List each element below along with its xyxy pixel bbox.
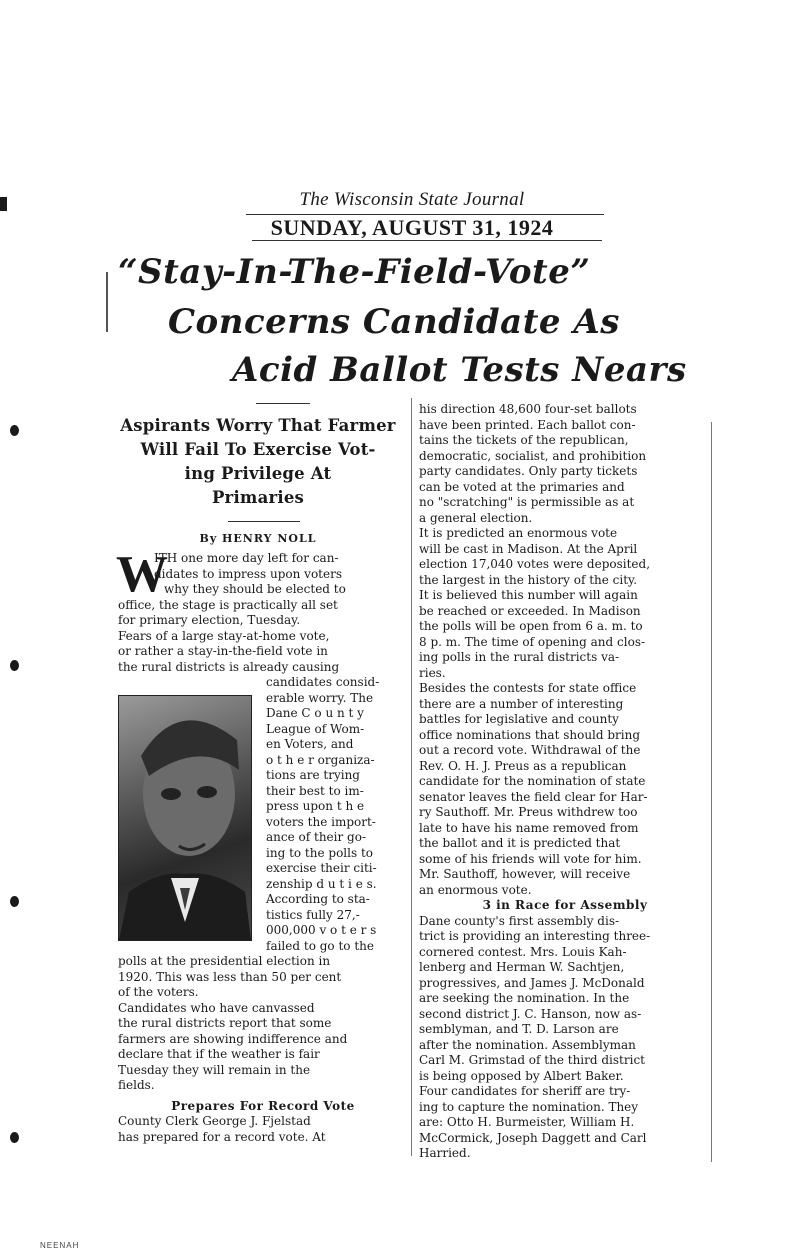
text-line: League of Wom-	[266, 721, 365, 736]
text-line: no "scratching" is permissible as at	[419, 495, 635, 509]
text-line: there are a number of interesting	[419, 696, 624, 711]
text-line: County Clerk George J. Fjelstad	[118, 1114, 311, 1128]
subhead-assembly-race: 3 in Race for Assembly	[482, 898, 648, 912]
text-line: o t h e r organiza-	[266, 752, 375, 767]
text-line: tistics fully 27,-	[266, 907, 360, 922]
text-line: semblyman, and T. D. Larson are	[419, 1022, 619, 1036]
text-line: trict is providing an interesting three-	[419, 929, 651, 943]
text-line: lenberg and Herman W. Sachtjen,	[419, 960, 625, 974]
byline-rule	[228, 521, 300, 522]
text-line: some of his friends will vote for him.	[419, 851, 642, 866]
text-line: en Voters, and	[266, 737, 354, 751]
text-line: why they should be elected to	[164, 582, 346, 596]
text-line: cornered contest. Mrs. Louis Kah-	[419, 944, 627, 959]
deck-line: ing Privilege At	[184, 464, 332, 483]
text-line: McCormick, Joseph Daggett and Carl	[419, 1130, 647, 1145]
text-line: zenship d u t i e s.	[266, 876, 377, 891]
left-body-end	[118, 954, 408, 1145]
clipping-edge	[106, 272, 108, 332]
deck-line: Primaries	[211, 488, 305, 507]
text-line: election 17,040 votes were deposited,	[419, 557, 651, 571]
publication-date: SUNDAY, AUGUST 31, 1924	[270, 215, 554, 240]
text-line: is being opposed by Albert Baker.	[419, 1068, 624, 1083]
portrait-icon	[119, 696, 251, 940]
text-line: for primary election, Tuesday.	[118, 613, 301, 627]
text-line: press upon t h e	[266, 799, 365, 813]
text-line: can be voted at the primaries and	[419, 479, 625, 494]
text-line: has prepared for a record vote. At	[118, 1129, 326, 1144]
deck-line: Aspirants Worry That Farmer	[120, 416, 396, 435]
text-line: the largest in the history of the city.	[419, 572, 638, 587]
text-line: It is predicted an enormous vote	[419, 526, 618, 540]
binder-hole	[10, 896, 19, 907]
text-line: Dane C o u n t y	[266, 706, 364, 720]
text-line: didates to impress upon voters	[154, 566, 342, 581]
text-line: are seeking the nomination. In the	[419, 991, 630, 1005]
headline-line-3: Acid Ballot Tests Nears	[232, 350, 687, 390]
masthead-rule	[252, 240, 602, 241]
text-line: ance of their go-	[266, 830, 367, 844]
text-line: Rev. O. H. J. Preus as a republican	[419, 758, 627, 773]
text-line: failed to go to the	[266, 938, 374, 953]
text-line: Fears of a large stay-at-home vote,	[118, 628, 330, 643]
text-line: Four candidates for sheriff are try-	[419, 1084, 631, 1098]
edge-mark	[0, 197, 7, 211]
portrait-photo	[118, 695, 252, 941]
text-line: Harried.	[419, 1146, 471, 1160]
deck-headline	[114, 414, 402, 510]
text-line: tions are trying	[266, 768, 360, 782]
headline-line-2: Concerns Candidate As	[168, 302, 620, 342]
corner-mark: NEENAH	[40, 1241, 80, 1250]
text-line: party candidates. Only party tickets	[419, 464, 638, 478]
text-line: the polls will be open from 6 a. m. to	[419, 619, 643, 633]
text-line: ing to the polls to	[266, 845, 373, 860]
text-line: ries.	[419, 665, 446, 680]
text-line: candidate for the nomination of state	[419, 774, 646, 788]
text-line: their best to im-	[266, 783, 364, 798]
text-line: tains the tickets of the republican,	[419, 433, 629, 447]
text-line: voters the import-	[266, 814, 376, 829]
binder-hole	[10, 660, 19, 671]
byline: By HENRY NOLL	[199, 532, 317, 545]
text-line: the ballot and it is predicted that	[419, 836, 621, 850]
text-line: after the nomination. Assemblyman	[419, 1037, 636, 1052]
newspaper-name: The Wisconsin State Journal	[299, 189, 525, 210]
text-line: It is believed this number will again	[419, 588, 638, 602]
right-column	[419, 402, 711, 1162]
left-wrap-text	[266, 675, 409, 954]
text-line: Candidates who have canvassed	[118, 1000, 315, 1015]
deck-line: Will Fail To Exercise Vot-	[140, 440, 376, 459]
text-line: polls at the presidential election in	[118, 954, 331, 968]
text-line: erable worry. The	[266, 690, 374, 705]
text-line: democratic, socialist, and prohibition	[419, 448, 647, 463]
text-line: out a record vote. Withdrawal of the	[419, 743, 641, 757]
text-line: an enormous vote.	[419, 882, 532, 897]
text-line: ing to capture the nomination. They	[419, 1099, 639, 1114]
text-line: exercise their citi-	[266, 861, 377, 875]
headline-line-1: “Stay-In-The-Field-Vote”	[118, 252, 591, 292]
text-line: Besides the contests for state office	[419, 681, 637, 695]
text-line: According to sta-	[266, 892, 370, 906]
subhead-record-vote: Prepares For Record Vote	[171, 1098, 355, 1113]
text-line: 8 p. m. The time of opening and clos-	[419, 634, 646, 649]
text-line: are: Otto H. Burmeister, William H.	[419, 1115, 635, 1129]
text-line: Dane county's first assembly dis-	[419, 913, 620, 928]
binder-hole	[10, 1132, 19, 1143]
text-line: Mr. Sauthoff, however, will receive	[419, 867, 631, 881]
deck-rule	[256, 403, 310, 404]
text-line: will be cast in Madison. At the April	[419, 541, 638, 556]
left-intro-rest	[118, 598, 408, 676]
text-line: candidates consid-	[266, 675, 380, 689]
text-line: Carl M. Grimstad of the third district	[419, 1053, 645, 1067]
text-line: 1920. This was less than 50 per cent	[118, 969, 342, 984]
text-line: be reached or exceeded. In Madison	[419, 603, 641, 618]
text-line: senator leaves the field clear for Har-	[419, 789, 648, 804]
column-separator	[411, 398, 412, 1156]
text-line: second district J. C. Hanson, now as-	[419, 1006, 642, 1021]
text-line: declare that if the weather is fair	[118, 1047, 320, 1061]
text-line: the rural districts report that some	[118, 1016, 332, 1030]
clipping-edge	[711, 422, 712, 1162]
text-line: fields.	[118, 1078, 155, 1092]
text-line: progressives, and James J. McDonald	[419, 975, 645, 990]
text-line: his direction 48,600 four-set ballots	[419, 402, 637, 416]
text-line: the rural districts is already causing	[118, 659, 340, 674]
text-line: ing polls in the rural districts va-	[419, 650, 620, 664]
text-line: 000,000 v o t e r s	[266, 923, 377, 937]
text-line: or rather a stay-in-the-field vote in	[118, 644, 328, 658]
text-line: of the voters.	[118, 985, 199, 999]
text-line: farmers are showing indifference and	[118, 1031, 348, 1046]
text-line: office nominations that should bring	[419, 727, 641, 742]
binder-hole	[10, 425, 19, 436]
newspaper-clipping	[106, 182, 718, 1167]
text-line: ry Sauthoff. Mr. Preus withdrew too	[419, 805, 638, 819]
text-line: battles for legislative and county	[419, 712, 619, 726]
text-line: have been printed. Each ballot con-	[419, 417, 636, 432]
text-line: a general election.	[419, 510, 533, 525]
left-intro-top	[154, 551, 404, 598]
text-line: office, the stage is practically all set	[118, 597, 338, 612]
drop-cap: W	[116, 546, 168, 603]
text-line: ITH one more day left for can-	[154, 551, 339, 565]
text-line: late to have his name removed from	[419, 820, 639, 835]
text-line: Tuesday they will remain in the	[118, 1062, 311, 1077]
